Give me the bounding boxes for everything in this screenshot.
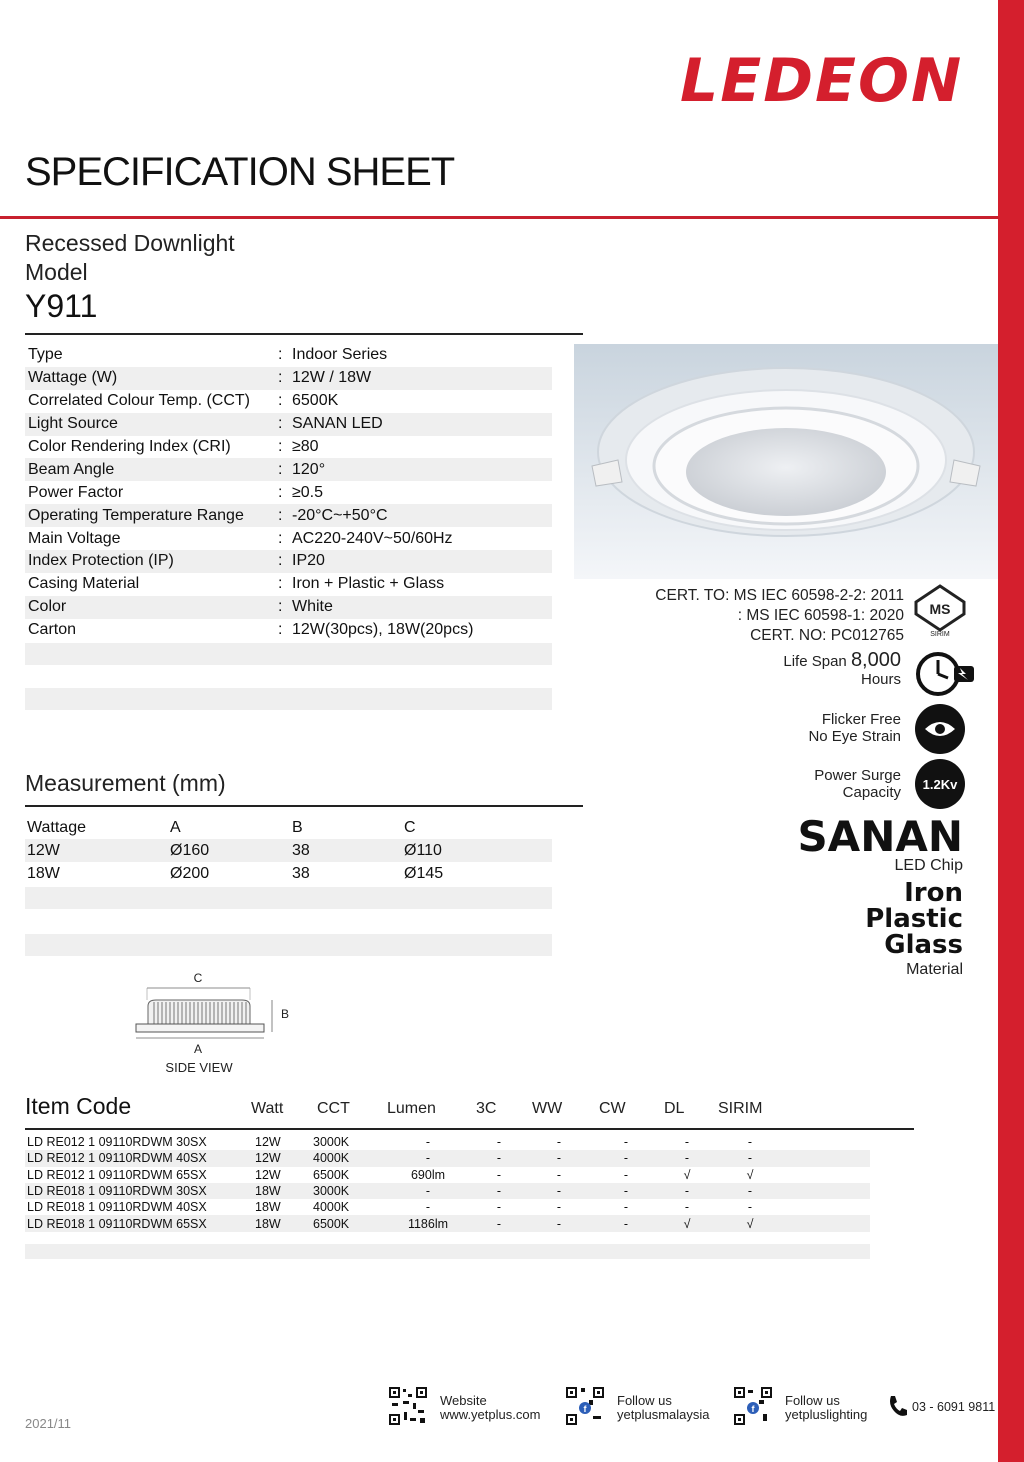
follow2-label: Follow us: [785, 1393, 840, 1408]
material-line1: Iron: [904, 878, 963, 908]
item-cell: -: [623, 1151, 629, 1166]
label-c: C: [193, 971, 203, 985]
item-cell: √: [746, 1216, 754, 1231]
item-row: [25, 1150, 870, 1166]
label-a: A: [193, 1042, 203, 1056]
item-cell: 3000K: [313, 1184, 350, 1199]
follow-block-2: [785, 1394, 867, 1422]
model-label: Model: [25, 259, 88, 285]
spec-separator: :: [278, 346, 283, 364]
facebook-qr-icon-2[interactable]: [733, 1386, 773, 1426]
spec-key: Carton: [28, 621, 77, 639]
spec-separator: :: [278, 552, 283, 570]
spec-key: Correlated Colour Temp. (CCT): [28, 392, 250, 410]
spec-key: Beam Angle: [28, 460, 115, 478]
spec-value: -20°C~+50°C: [292, 506, 388, 524]
website-label: Website: [440, 1393, 487, 1408]
spec-key: Operating Temperature Range: [28, 506, 244, 524]
item-cell: 12W: [255, 1151, 281, 1166]
cell: 18W: [27, 864, 60, 882]
measurement-divider: [25, 805, 583, 807]
item-cell: 6500K: [313, 1216, 350, 1231]
item-cell: -: [496, 1151, 502, 1166]
product-category: Recessed Downlight: [25, 230, 235, 256]
measurement-row: [25, 862, 552, 885]
item-cell: -: [425, 1200, 431, 1215]
spec-value: AC220-240V~50/60Hz: [292, 529, 453, 547]
item-row: [25, 1167, 870, 1183]
spec-row: [25, 458, 552, 481]
item-cell: -: [556, 1216, 562, 1231]
spec-separator: :: [278, 483, 283, 501]
spec-value: ≥80: [292, 438, 319, 455]
measurement-row: [25, 839, 552, 862]
item-cell: √: [683, 1216, 691, 1231]
item-cell: 18W: [255, 1216, 281, 1231]
header-c: C: [404, 818, 416, 836]
spec-row: [25, 550, 552, 573]
item-cell: 12W: [255, 1135, 281, 1150]
item-cell: -: [684, 1135, 690, 1150]
item-cell: -: [623, 1167, 629, 1182]
spec-key: Type: [28, 346, 63, 364]
item-row: [25, 1215, 870, 1231]
item-row: [25, 1199, 870, 1215]
spec-key: Wattage (W): [28, 369, 118, 387]
spec-row: [25, 596, 552, 619]
spec-row: [25, 344, 552, 367]
website-url[interactable]: www.yetplus.com: [440, 1407, 541, 1422]
material-label: Material: [906, 961, 963, 978]
chip-brand: SANAN: [797, 812, 963, 861]
item-cell: -: [496, 1167, 502, 1182]
item-cell: -: [684, 1184, 690, 1199]
surge-line2: Capacity: [842, 784, 901, 801]
spec-key: Index Protection (IP): [28, 552, 174, 570]
item-cell: -: [684, 1151, 690, 1166]
header-cct: CCT: [317, 1100, 350, 1117]
cell: 38: [292, 841, 310, 859]
header-ww: WW: [532, 1100, 563, 1117]
follow-block-1: [617, 1394, 710, 1422]
follow2-handle[interactable]: yetpluslighting: [785, 1407, 868, 1422]
power-surge-block: [814, 767, 901, 801]
material-line2: Plastic: [865, 904, 963, 934]
ledeon-logo: [680, 46, 975, 116]
website-qr-icon[interactable]: [388, 1386, 428, 1426]
spec-separator: :: [278, 529, 283, 547]
spec-value: ≥0.5: [292, 483, 324, 501]
item-cell: 18W: [255, 1184, 281, 1199]
spec-value: 12W(30pcs), 18W(20pcs): [292, 621, 474, 639]
cell: Ø200: [170, 864, 210, 882]
svg-text:f: f: [583, 1404, 587, 1414]
cell: Ø160: [170, 841, 210, 859]
item-cell: -: [556, 1151, 562, 1166]
spec-row: [25, 527, 552, 550]
clock-icon: [914, 648, 976, 700]
spec-row: [25, 481, 552, 504]
cert-line3: CERT. NO: PC012765: [750, 627, 904, 644]
material-list: [865, 880, 963, 958]
item-cell: -: [747, 1151, 753, 1166]
item-row: [25, 1183, 870, 1199]
item-cell: 18W: [255, 1200, 281, 1215]
spec-table: [25, 344, 552, 642]
page-title: SPECIFICATION SHEET: [25, 150, 455, 194]
spec-value: SANAN LED: [292, 415, 383, 433]
chip-label: LED Chip: [894, 857, 963, 874]
cert-line2: : MS IEC 60598-1: 2020: [737, 607, 904, 624]
model-number: Y911: [25, 288, 98, 324]
item-cell: 4000K: [313, 1151, 350, 1166]
spec-blank-row: [25, 643, 552, 665]
item-code-title: Item Code: [25, 1093, 132, 1119]
spec-separator: :: [278, 575, 283, 593]
lifespan-block: [783, 651, 901, 689]
phone-number[interactable]: 03 - 6091 9811: [912, 1400, 996, 1414]
item-cell: -: [496, 1216, 502, 1231]
product-photo: [574, 344, 998, 579]
side-view-caption: SIDE VIEW: [165, 1060, 233, 1075]
ms-badge-text: MS: [929, 601, 951, 617]
cell: Ø145: [404, 864, 444, 882]
spec-key: Color: [28, 598, 67, 616]
item-cell: 3000K: [313, 1135, 350, 1150]
item-cell: -: [425, 1135, 431, 1150]
spec-separator: :: [278, 392, 283, 410]
spec-value: 120°: [292, 460, 326, 478]
spec-row: [25, 390, 552, 413]
ms-sirim-icon: [912, 584, 968, 638]
flicker-line2: No Eye Strain: [808, 728, 901, 745]
spec-row: [25, 413, 552, 436]
header-b: B: [292, 818, 303, 836]
flicker-line1: Flicker Free: [821, 711, 901, 728]
phone-icon: [886, 1394, 908, 1418]
item-cell: 690lm: [410, 1167, 446, 1182]
item-cell: -: [556, 1135, 562, 1150]
item-cell: -: [496, 1135, 502, 1150]
spec-separator: :: [278, 460, 283, 478]
item-cell: -: [623, 1200, 629, 1215]
spec-separator: :: [278, 598, 283, 616]
spec-key: Power Factor: [28, 483, 124, 501]
cell: 12W: [27, 841, 60, 859]
follow1-label: Follow us: [617, 1393, 672, 1408]
spec-key: Main Voltage: [28, 529, 121, 547]
spec-key: Light Source: [28, 415, 118, 433]
spec-key: Color Rendering Index (CRI): [28, 438, 231, 455]
measurement-header: [25, 816, 552, 839]
item-row: [25, 1134, 870, 1150]
item-cell: -: [425, 1151, 431, 1166]
flicker-free-block: [808, 711, 901, 745]
item-code: LD RE018 1 09110RDWM 65SX: [27, 1216, 207, 1231]
spec-value: IP20: [292, 552, 325, 570]
follow1-handle[interactable]: yetplusmalaysia: [617, 1407, 710, 1422]
spec-separator: :: [278, 438, 283, 455]
header-cw: CW: [599, 1100, 626, 1117]
spec-value: 12W / 18W: [292, 369, 372, 387]
right-brand-bar: [998, 0, 1024, 1462]
item-cell: -: [556, 1200, 562, 1215]
header-sirim: SIRIM: [718, 1100, 763, 1117]
spec-row: [25, 619, 552, 642]
spec-row: [25, 573, 552, 596]
item-cell: -: [747, 1200, 753, 1215]
spec-divider: [25, 333, 583, 335]
spec-blank-row: [25, 688, 552, 710]
item-cell: -: [684, 1200, 690, 1215]
item-cell: -: [623, 1135, 629, 1150]
item-divider: [25, 1128, 914, 1130]
item-code: LD RE012 1 09110RDWM 65SX: [27, 1167, 207, 1182]
item-cell: √: [683, 1167, 691, 1182]
header-lumen: Lumen: [387, 1100, 436, 1117]
sirim-text: SIRIM: [930, 631, 950, 638]
header-watt: Watt: [251, 1100, 284, 1117]
surge-icon: 1.2Kv: [915, 759, 965, 809]
spec-separator: :: [278, 506, 283, 524]
item-cell: -: [556, 1167, 562, 1182]
item-cell: -: [623, 1184, 629, 1199]
cert-line1: CERT. TO: MS IEC 60598-2-2: 2011: [655, 587, 904, 604]
item-code-table: [25, 1134, 870, 1232]
cell: 38: [292, 864, 310, 882]
item-code: LD RE018 1 09110RDWM 30SX: [27, 1184, 207, 1199]
title-divider: [0, 216, 998, 219]
spec-row: [25, 504, 552, 527]
side-view-diagram: [130, 966, 300, 1078]
material-line3: Glass: [884, 930, 963, 960]
item-code: LD RE018 1 09110RDWM 40SX: [27, 1200, 207, 1215]
spec-value: White: [292, 598, 333, 616]
header-dl: DL: [664, 1100, 685, 1117]
website-block: [440, 1394, 540, 1422]
cell: Ø110: [404, 841, 442, 859]
revision-date: 2021/11: [25, 1416, 72, 1431]
item-cell: -: [496, 1200, 502, 1215]
certification-block: [655, 586, 904, 646]
spec-separator: :: [278, 415, 283, 433]
header-3c: 3C: [476, 1100, 497, 1117]
label-b: B: [280, 1007, 290, 1021]
lifespan-unit: Hours: [860, 671, 901, 688]
measurement-table: [25, 816, 552, 885]
item-cell: -: [556, 1184, 562, 1199]
measurement-blank-row: [25, 887, 552, 909]
spec-row: [25, 367, 552, 390]
spec-value: 6500K: [292, 392, 339, 410]
item-cell: -: [425, 1184, 431, 1199]
spec-row: [25, 436, 552, 459]
item-code: LD RE012 1 09110RDWM 30SX: [27, 1135, 207, 1150]
item-cell: 1186lm: [407, 1216, 449, 1231]
item-blank-row: [25, 1244, 870, 1259]
item-cell: -: [496, 1184, 502, 1199]
item-cell: √: [746, 1167, 754, 1182]
lifespan-label: Life Span: [783, 653, 847, 670]
item-cell: -: [747, 1135, 753, 1150]
header-a: A: [170, 818, 181, 836]
measurement-title: Measurement (mm): [25, 770, 226, 796]
svg-text:f: f: [751, 1404, 755, 1414]
item-cell: 12W: [255, 1167, 281, 1182]
header-wattage: Wattage: [27, 818, 86, 836]
spec-value: Iron + Plastic + Glass: [292, 575, 445, 593]
item-cell: 4000K: [313, 1200, 350, 1215]
surge-line1: Power Surge: [814, 767, 901, 784]
spec-value: Indoor Series: [292, 346, 388, 364]
facebook-qr-icon[interactable]: [565, 1386, 605, 1426]
item-code: LD RE012 1 09110RDWM 40SX: [27, 1151, 207, 1166]
spec-separator: :: [278, 621, 283, 639]
lifespan-value: 8,000: [850, 649, 901, 671]
item-cell: -: [747, 1184, 753, 1199]
item-cell: -: [623, 1216, 629, 1231]
spec-separator: :: [278, 369, 283, 387]
brand-text: LEDEON: [680, 46, 964, 116]
measurement-blank-row: [25, 934, 552, 956]
item-cell: 6500K: [313, 1167, 350, 1182]
eye-icon: [915, 704, 965, 754]
spec-key: Casing Material: [28, 575, 140, 593]
